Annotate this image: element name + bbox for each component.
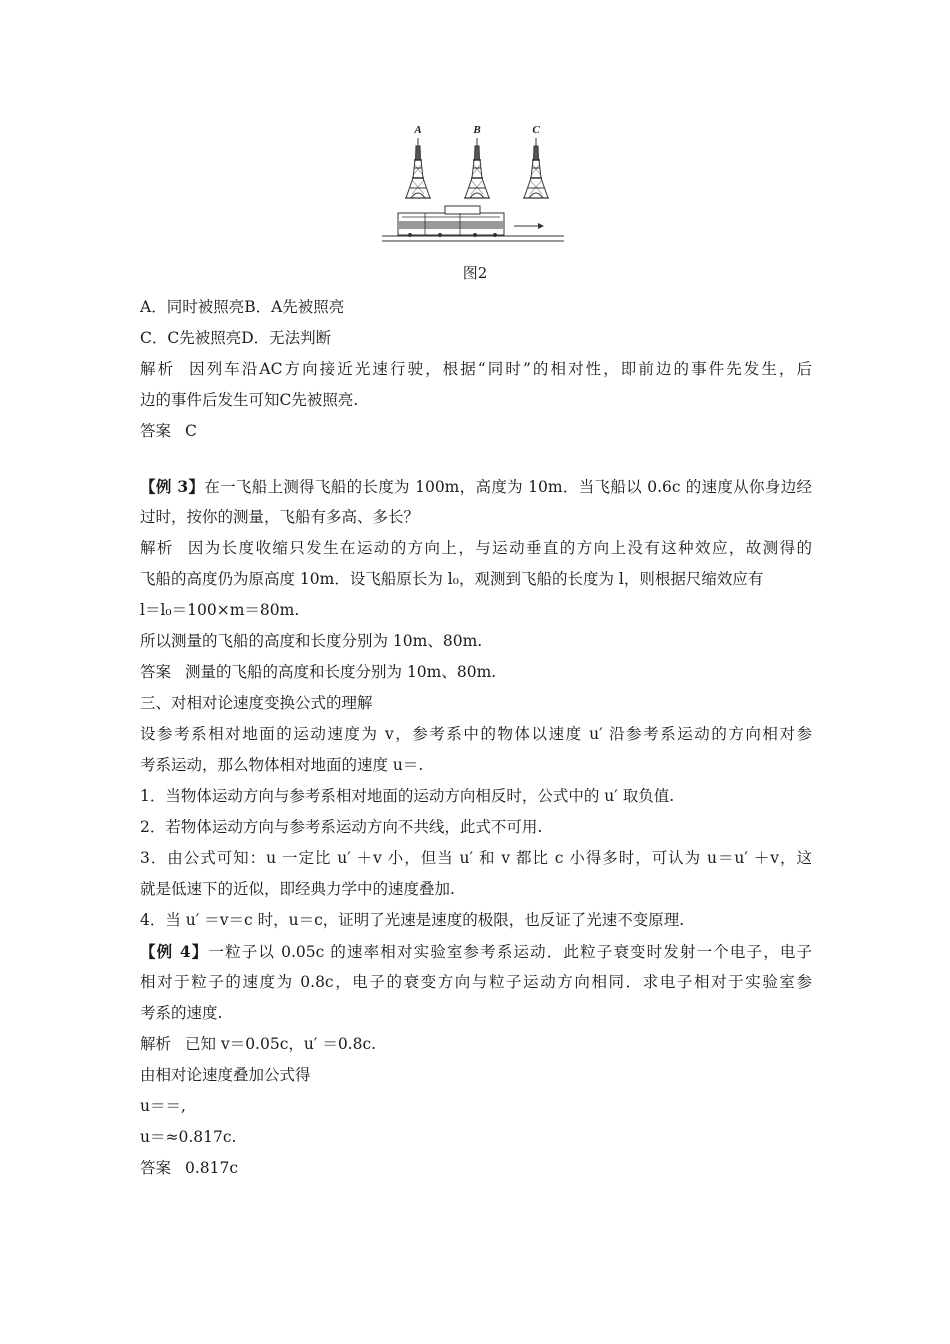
answer-text: 测量的飞船的高度和长度分别为 10m、80m. [185,663,497,681]
answer-label: 答案 [140,1159,172,1177]
train [398,206,504,237]
tower-b [464,138,490,198]
ex3-question-line-1 [140,471,812,502]
ex4-analysis-line-1 [140,1029,812,1060]
analysis-label: 解析 [140,539,174,557]
tower-c [523,138,549,198]
section-3-item-4: 4．当 u′ ＝v＝c 时，u＝c，证明了光速是速度的极限，也反证了光速不变原理. [140,911,685,929]
ex4-analysis-line-3: u＝＝, [140,1097,186,1115]
q2-analysis-line-1 [140,354,812,385]
section-3-item-3-line-1: 3．由公式可知：u 一定比 u′ ＋v 小，但当 u′ 和 v 都比 c 小得多时，可认为 u＝u′ ＋v，这 [140,849,812,867]
figure-towers-train [380,118,566,258]
section-3-intro-line-1: 设参考系相对地面的运动速度为 v，参考系中的物体以速度 u′ 沿参考系运动的方向相对参 [140,725,812,743]
ex4-analysis-line-4: u＝≈0.817c. [140,1128,237,1146]
question-text: 一粒子以 0.05c 的速率相对实验室参考系运动．此粒子衰变时发射一个电子，电子 [208,943,812,961]
ex4-answer [140,1153,812,1184]
tower-train-illustration [380,118,566,258]
example-tag: 【例 3】 [140,477,205,496]
answer-label: 答案 [140,422,172,440]
analysis-text: 因为长度收缩只发生在运动的方向上，与运动垂直的方向上没有这种效应，故测得的 [187,539,812,557]
q2-options-line-1: A．同时被照亮B．A先被照亮 [140,298,345,316]
ex3-analysis-line-4: 所以测量的飞船的高度和长度分别为 10m、80m. [140,632,483,650]
answer-text: 0.817c [185,1159,239,1177]
example-tag: 【例 4】 [140,942,209,961]
ex3-answer [140,657,812,688]
ex3-question-line-2: 过时，按你的测量，飞船有多高、多长？ [140,508,420,526]
q2-analysis-line-2: 边的事件后发生可知C先被照亮. [140,391,359,409]
figure-caption: 图2 [462,264,488,282]
ex4-question-line-2: 相对于粒子的速度为 0.8c，电子的衰变方向与粒子运动方向相同．求电子相对于实验室参 [140,973,812,991]
question-text: 在一飞船上测得飞船的长度为 100m，高度为 10m．当飞船以 0.6c 的速度从你身边经 [204,478,813,496]
tower-label-c: C [532,124,540,136]
section-3-heading: 三、对相对论速度变换公式的理解 [140,694,373,712]
q2-options-line-2: C．C先被照亮D．无法判断 [140,329,332,347]
tower-label-a: A [414,124,422,136]
ex4-question-line-3: 考系的速度. [140,1004,223,1022]
section-3-item-3-line-2: 就是低速下的近似，即经典力学中的速度叠加. [140,880,455,898]
direction-arrow-icon [514,223,544,229]
section-3-item-1: 1．当物体运动方向与参考系相对地面的运动方向相反时，公式中的 u′ 取负值. [140,787,675,805]
analysis-label: 解析 [140,360,176,378]
section-3-item-2: 2．若物体运动方向与参考系运动方向不共线，此式不可用. [140,818,543,836]
document-body [140,292,812,1184]
analysis-text: 已知 v＝0.05c，u′ ＝0.8c. [185,1035,377,1053]
analysis-text: 因列车沿AC方向接近光速行驶，根据“同时”的相对性，即前边的事件先发生，后 [189,360,812,378]
ex3-analysis-line-3: l＝l₀＝100×m＝80m. [140,601,300,619]
answer-label: 答案 [140,663,172,681]
ex4-question-line-1 [140,936,812,967]
answer-text: C [185,422,197,440]
ex4-analysis-line-2: 由相对论速度叠加公式得 [140,1066,311,1084]
ex3-analysis-line-1 [140,533,812,564]
section-3-intro-line-2: 考系运动，那么物体相对地面的速度 u＝. [140,756,424,774]
analysis-label: 解析 [140,1035,172,1053]
tower-a [405,138,431,198]
ex3-analysis-line-2: 飞船的高度仍为原高度 10m．设飞船原长为 l₀，观测到飞船的长度为 l，则根据尺缩效应有 [140,570,764,588]
q2-answer [140,416,812,447]
tower-label-b: B [473,124,481,136]
